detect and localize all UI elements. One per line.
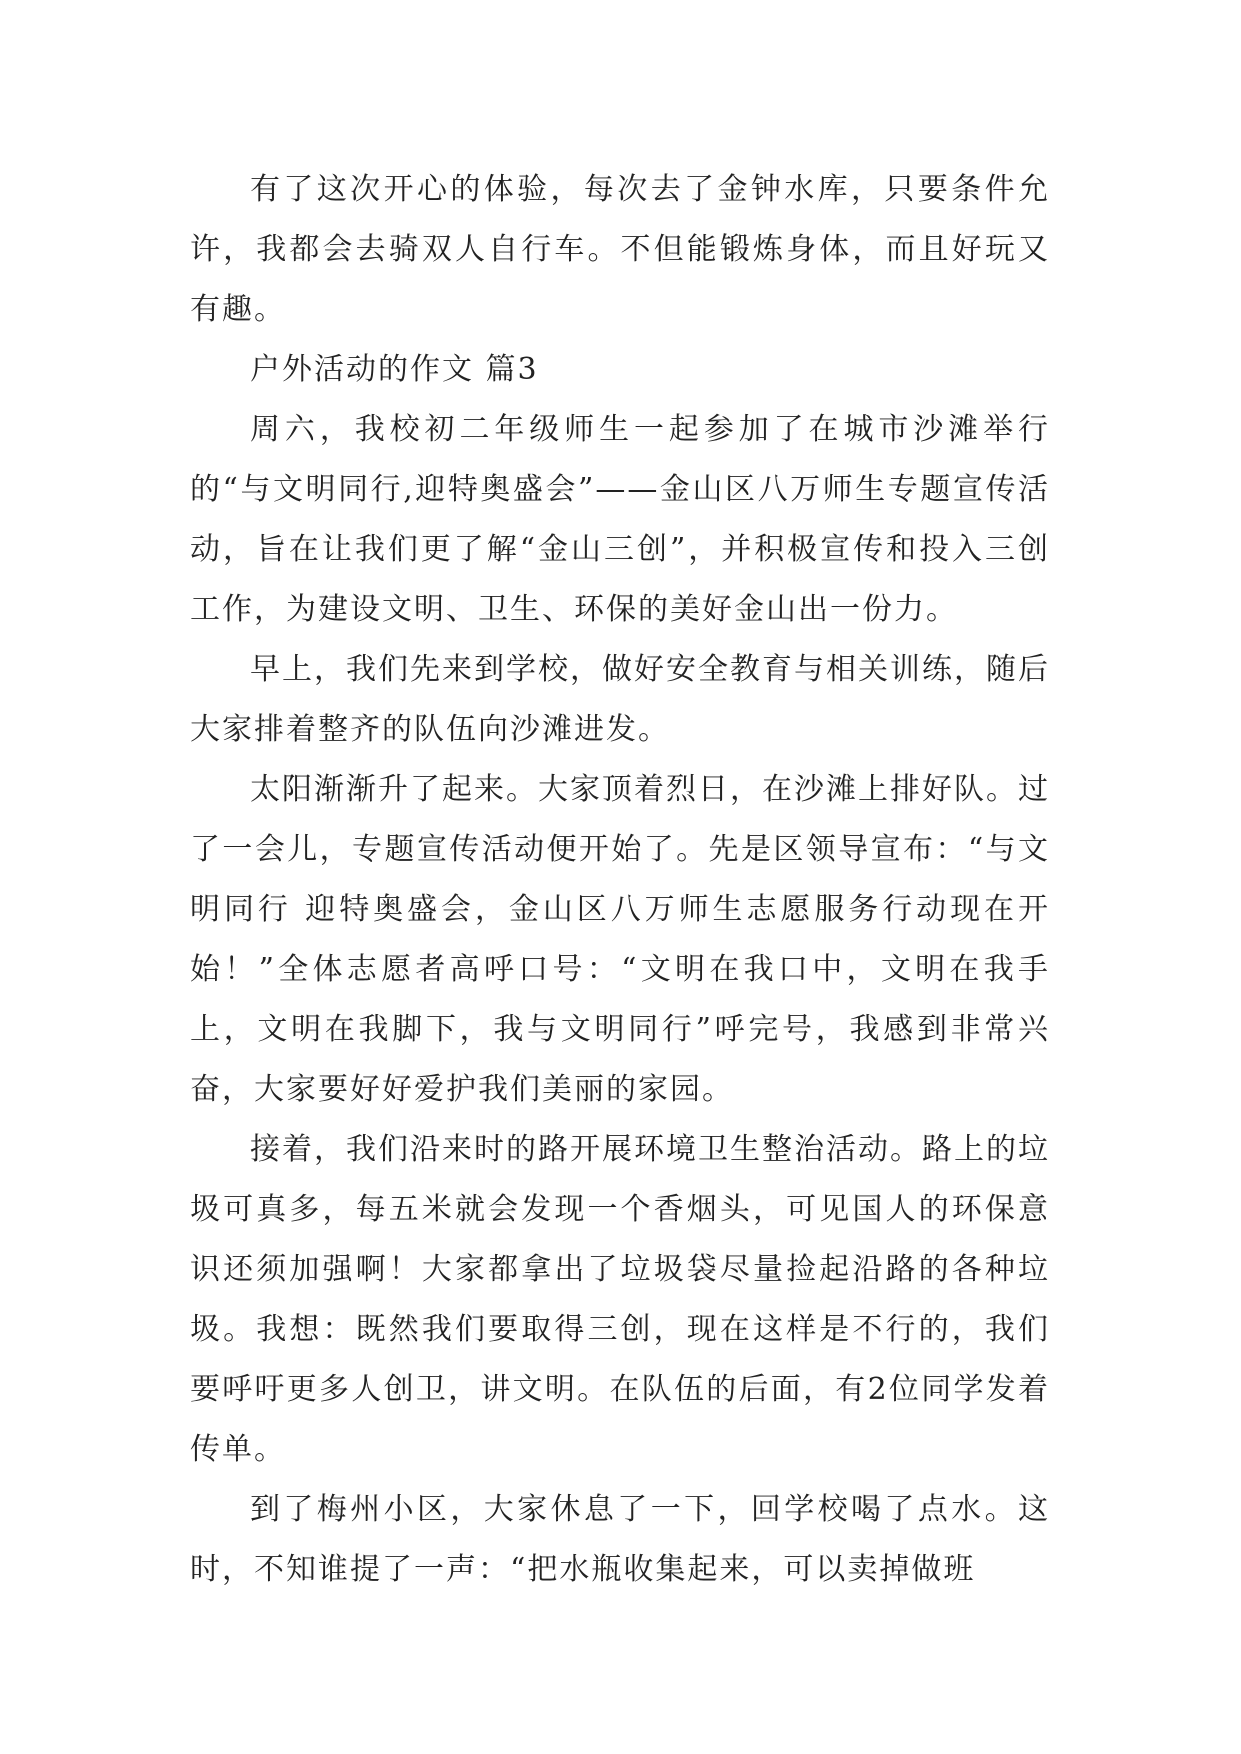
section-heading: 户外活动的作文 篇3 xyxy=(250,352,539,387)
paragraph-2: 周六，我校初二年级师生一起参加了在城市沙滩举行的“与文明同行,迎特奥盛会”——金山区八万师生专题宣传活动，旨在让我们更了解“金山三创”，并积极宣传和投入三创工作，为建设文明、卫生、环保的美好金山出一份力。 xyxy=(190,412,1050,627)
paragraph-4: 太阳渐渐升了起来。大家顶着烈日，在沙滩上排好队。过了一会儿，专题宣传活动便开始了。先是区领导宣布：“与文明同行 迎特奥盛会，金山区八万师生志愿服务行动现在开始！”全体志愿者高呼口号：“文明在我口中，文明在我手上，文明在我脚下，我与文明同行”呼完号，我感到非常兴奋，大家要好好爱护我们美丽的家园。 xyxy=(190,772,1050,1107)
paragraph-6: 到了梅州小区，大家休息了一下，回学校喝了点水。这时，不知谁提了一声：“把水瓶收集起来，可以卖掉做班 xyxy=(190,1492,1050,1587)
paragraph-3: 早上，我们先来到学校，做好安全教育与相关训练，随后大家排着整齐的队伍向沙滩进发。 xyxy=(190,652,1050,747)
paragraph-5: 接着，我们沿来时的路开展环境卫生整治活动。路上的垃圾可真多，每五米就会发现一个香烟头，可见国人的环保意识还须加强啊！大家都拿出了垃圾袋尽量捡起沿路的各种垃圾。我想：既然我们要取得三创，现在这样是不行的，我们要呼吁更多人创卫，讲文明。在队伍的后面，有2位同学发着传单。 xyxy=(190,1132,1050,1467)
document-body xyxy=(190,160,1050,1600)
paragraph-1: 有了这次开心的体验，每次去了金钟水库，只要条件允许，我都会去骑双人自行车。不但能锻炼身体，而且好玩又有趣。 xyxy=(190,172,1050,327)
